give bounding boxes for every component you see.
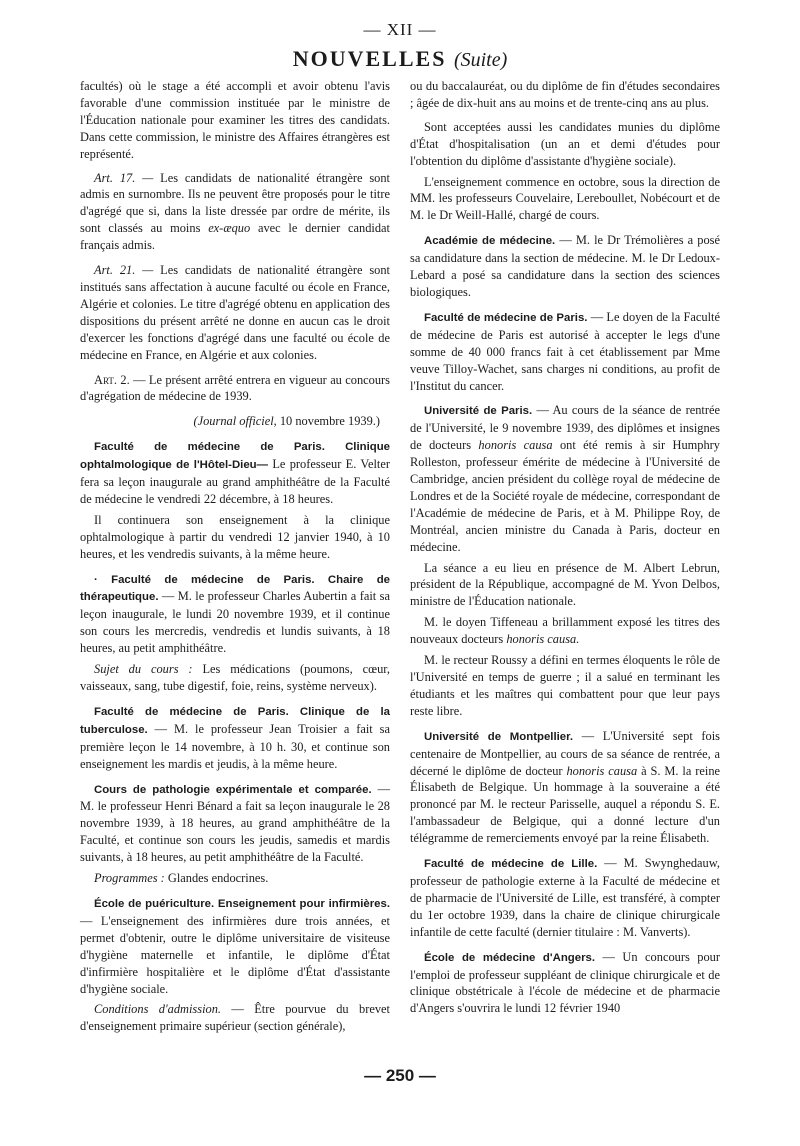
- news-item: [410, 855, 720, 941]
- inline-italic: honoris causa: [566, 763, 638, 778]
- news-heading: Faculté de médecine de Paris. Clinique ophtalmologique de l'Hôtel-Dieu—: [80, 441, 390, 472]
- article-label: Art. 21. —: [94, 263, 154, 278]
- news-item: [80, 571, 390, 658]
- news-item: [410, 949, 720, 1018]
- paragraph: [410, 614, 720, 648]
- news-item: [410, 402, 720, 555]
- article-text: — Le présent arrêté entrera en vigueur au concours d'agrégation de médecine de 1939.: [80, 372, 391, 404]
- inline-italic: Sujet du cours :: [94, 662, 193, 677]
- news-item: [80, 781, 390, 867]
- left-column: [80, 78, 390, 1039]
- inline-italic: honoris causa.: [506, 632, 580, 647]
- news-text: — Au cours de la séance de rentrée de l'Université, le 9 novembre 1939, des diplômes et insignes de docteurs: [410, 403, 720, 453]
- news-text: — M. le Dr Trémolières a posé sa candidature dans la section de médecine. M. le Dr Ledoux-Lebard a posé sa candidature dans la section des sciences biologiques.: [410, 233, 720, 299]
- inline-italic: Programmes :: [94, 871, 165, 886]
- source-citation: [80, 413, 390, 430]
- article-label: Art. 2.: [94, 372, 130, 387]
- paragraph: L'enseignement commence en octobre, sous la direction de MM. les professeurs Couvelaire, Lereboullet, Nobécourt et de M. le Dr Weill-Hallé, chargé de cours.: [410, 174, 720, 223]
- inline-italic: honoris causa: [478, 438, 553, 453]
- section-title-main: NOUVELLES: [292, 46, 447, 71]
- news-text: — M. le professeur Charles Aubertin a fait sa leçon inaugurale, le lundi 20 novembre 1939, et il continue son cours les mercredis, vendredis et lundis suivants, à 18 heures, au petit amphithéâtre.: [80, 589, 390, 656]
- news-item: [80, 438, 390, 508]
- news-item: [80, 703, 390, 773]
- source-italic: (Journal officiel,: [193, 414, 277, 429]
- news-heading: · Faculté de médecine de Paris. Chaire de thérapeutique.: [80, 573, 390, 604]
- news-heading: École de médecine d'Angers.: [424, 951, 596, 964]
- paragraph: La séance a eu lieu en présence de M. Albert Lebrun, président de la République, accompagné de M. Yvon Delbos, ministre de l'Éducation nationale.: [410, 560, 720, 609]
- news-heading: Faculté de médecine de Paris. Clinique de la tuberculose.: [80, 705, 390, 736]
- paragraph: ou du baccalauréat, ou du diplôme de fin d'études secondaires ; âgée de dix-huit ans au moins et de trente-cinq ans au plus.: [410, 79, 720, 110]
- article-text: Les candidats de nationalité étrangère sont institués sans affectation à aucune faculté ou école en France, Algérie et colonies. Le titre d'agrégé obtenu en application des dispositions du présent arrêté ne donne en aucun cas le droit d'exercer les fonctions d'agrégé dans une faculté ou école de médecine en France, en Algérie et aux colonies.: [80, 263, 391, 362]
- news-text: — M. Swynghedauw, professeur de pathologie externe à la Faculté de médecine et de pharmacie de l'Université de Lille, est transféré, à compter du 1er octobre 1939, dans la chaire de clinique chirurgicale infantile de cette faculté (dernier titulaire : M. Vanverts).: [410, 856, 720, 939]
- section-title: [0, 46, 800, 72]
- news-heading: École de puériculture. Enseignement pour infirmières.: [94, 897, 390, 910]
- news-text: — L'Université sept fois centenaire de Montpellier, au cours de sa séance de rentrée, a décerné le diplôme de docteur: [410, 728, 720, 778]
- news-text: — Un concours pour l'emploi de professeur suppléant de clinique chirurgicale et de clinique obstétricale à l'école de médecine et de pharmacie d'Angers s'ouvrira le lundi 12 février 1940: [410, 949, 720, 1016]
- paragraph: facultés) où le stage a été accompli et avoir obtenu l'avis favorable d'une commission instituée par le ministre de l'Éducation nationale pour examiner les titres des candidats. Dans cette commission, le ministre des Affaires étrangères est représenté.: [80, 79, 390, 161]
- news-heading: Université de Montpellier.: [424, 730, 574, 743]
- inline-text: Les médications (poumons, cœur, vaisseaux, sang, tube digestif, foie, reins, système nerveux).: [80, 662, 390, 693]
- right-column: [410, 78, 720, 1021]
- paragraph: [80, 1001, 390, 1035]
- inline-text: — Être pourvue du brevet d'enseignement primaire supérieur (section générale),: [80, 1002, 390, 1034]
- article-17: [80, 170, 390, 255]
- article-text: Les candidats de nationalité étrangère sont admis en surnombre. Ils ne peuvent être proposés pour le titre d'agrégé que si, dans la liste dressée par ordre de mérite, ils sont classés au moins: [80, 170, 391, 236]
- news-text: — M. le professeur Jean Troisier a fait sa première leçon le 14 novembre, à 10 h. 30, et continue son enseignement les mardis et jeudis, à la même heure.: [80, 721, 390, 771]
- paragraph: M. le recteur Roussy a défini en termes éloquents le rôle de l'Université en temps de guerre ; il a salué en terminant les étudiants et les maîtres qui combattent pour que leur pays reste libre.: [410, 653, 720, 718]
- paragraph: [80, 661, 390, 695]
- article-italic: ex-æquo: [208, 221, 251, 236]
- news-heading: Faculté de médecine de Lille.: [424, 858, 598, 871]
- inline-text: Glandes endocrines.: [164, 871, 269, 886]
- news-heading: Université de Paris.: [424, 405, 533, 418]
- section-title-suffix: (Suite): [453, 49, 508, 71]
- inline-italic: Conditions d'admission.: [94, 1002, 221, 1017]
- news-heading: Faculté de médecine de Paris.: [424, 311, 588, 324]
- news-text-cont: à S. M. la reine Élisabeth de Belgique. Un hommage à la souveraine a été prononcé par M. le recteur Parisselle, auquel a répondu S. E. l'ambassadeur de Belgique, qui a donné lecture d'un télégramme de remerciements envoyé par la reine Élisabeth.: [410, 763, 721, 846]
- page-number: — 250 —: [364, 1066, 436, 1085]
- news-heading: Cours de pathologie expérimentale et comparée.: [94, 783, 372, 796]
- paragraph: Sont acceptées aussi les candidates munies du diplôme d'État d'hospitalisation (un an et demi d'études pour l'obtention du diplôme d'assistante d'hygiène sociale).: [410, 119, 720, 168]
- news-text-cont: ont été remis à sir Humphry Rolleston, professeur émérite de médecine à l'Université de Cambridge, ancien président du collège royal de médecine de Londres et de la Société royale de médecine, correspondant de l'Académie de médecine de Paris, et à M. Philippe Roy, de Montréal, ancien ministre du Canada à Paris, docteur en médecine.: [410, 438, 720, 554]
- article-text-end: avec le dernier candidat français admis.: [80, 221, 390, 253]
- article-label: Art. 17. —: [94, 170, 154, 185]
- source-text: 10 novembre 1939.): [276, 414, 380, 429]
- news-text: — L'enseignement des infirmières dure trois années, et permet d'obtenir, outre le diplôme universitaire de visiteuse d'hygiène maternelle et infantile, le diplôme d'État d'infirmière hospitalière et le diplôme d'État d'assistante d'hygiène sociale.: [80, 913, 390, 996]
- news-item: [410, 728, 720, 847]
- news-text: — M. le professeur Henri Bénard a fait sa leçon inaugurale le 28 novembre 1939, à 18 heures, au grand amphithéâtre de la Faculté, et continue son cours les jeudis, samedis et mardis suivants, à 18 heures, au petit amphithéâtre de la Faculté.: [80, 781, 390, 865]
- news-text: — Le doyen de la Faculté de médecine de Paris est autorisé à accepter le legs d'une somme de 40 000 francs fait à cet établissement par Mme veuve Tilloy-Wachet, sans charges ni conditions, au profit de l'Institut du cancer.: [410, 309, 721, 393]
- news-item: [410, 232, 720, 301]
- inline-text: M. le doyen Tiffeneau a brillamment exposé les titres des nouveaux docteurs: [410, 615, 720, 647]
- paragraph: [80, 870, 390, 887]
- article-21: [80, 262, 390, 363]
- roman-page-number: — XII —: [363, 20, 437, 39]
- paragraph: Il continuera son enseignement à la clinique ophtalmologique à partir du vendredi 12 janvier 1940, à 10 heures, et les vendredis suivants, à la même heure.: [80, 512, 390, 561]
- news-text: Le professeur E. Velter fera sa leçon inaugurale au grand amphithéâtre de la Faculté de médecine le vendredi 22 décembre, à 18 heures.: [80, 457, 390, 506]
- news-heading: Académie de médecine.: [424, 235, 556, 248]
- news-item: [410, 309, 720, 395]
- news-item: [80, 895, 390, 997]
- article-2: [80, 372, 390, 406]
